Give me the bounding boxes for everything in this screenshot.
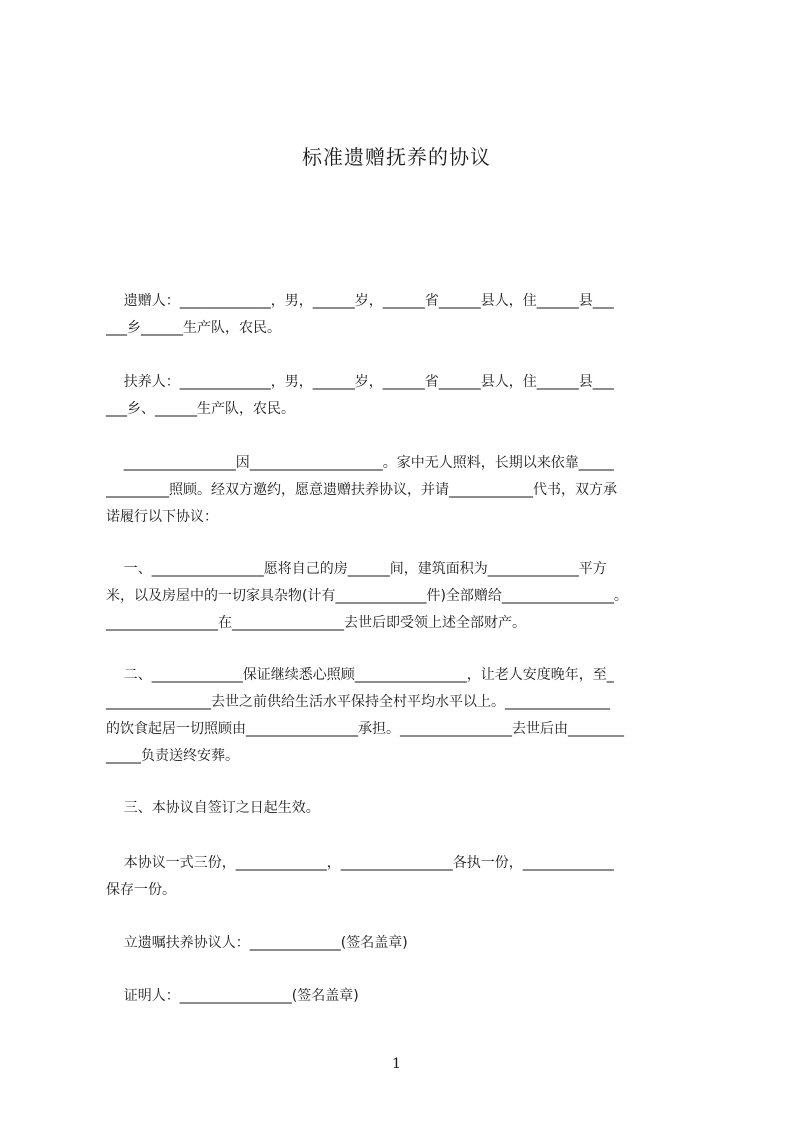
clause-3-line: 三、本协议自签订之日起生效。	[106, 800, 320, 816]
clause-2-line-4: _____负责送终安葬。	[106, 748, 239, 764]
witness-line: 证明人：________________(签名盖章)	[106, 988, 359, 1004]
signatory-line: 立遗嘱扶养协议人：_____________(签名盖章)	[106, 935, 408, 951]
reason-line-1: ________________因___________________。家中无人照料，长期以来依靠_____	[106, 455, 614, 471]
copies-line-2: 保存一份。	[106, 882, 176, 898]
clause-1-line-1: 一、________________愿将自己的房______间，建筑面积为_____________平方	[106, 561, 607, 577]
donor-line-2: ___乡______生产队，农民。	[106, 320, 281, 336]
caretaker-line-2: ___乡、______生产队，农民。	[106, 401, 295, 417]
page-title: 标准遗赠抚养的协议	[302, 145, 491, 169]
caretaker-line-1: 扶养人：_____________，男，______岁，______省______县人，住______县___	[106, 374, 614, 390]
page-number: 1	[392, 1056, 401, 1072]
clause-1-line-2: 米，以及房屋中的一切家具杂物(计有_____________件)全部赠给________________。	[106, 588, 628, 604]
clause-2-line-2: _______________去世之前供给生活水平保持全村平均水平以上。_______________	[106, 694, 610, 710]
clause-2-line-3: 的饮食起居一切照顾由________________承担。________________去世后由________	[106, 721, 624, 737]
copies-line-1: 本协议一式三份，_____________，________________各执一份，_____________	[106, 855, 614, 871]
clause-2-line-1: 二、_____________保证继续悉心照顾________________，让老人安度晚年，至_	[106, 667, 614, 683]
reason-line-3: 诺履行以下协议：	[106, 509, 218, 525]
clause-1-line-3: ________________在________________去世后即受领上述全部财产。	[106, 615, 526, 631]
reason-line-2: _________照顾。经双方邀约，愿意遗赠扶养协议，并请____________代书，双方承	[106, 482, 617, 498]
donor-line-1: 遗赠人：_____________，男，______岁，______省______县人，住______县___	[106, 293, 614, 309]
